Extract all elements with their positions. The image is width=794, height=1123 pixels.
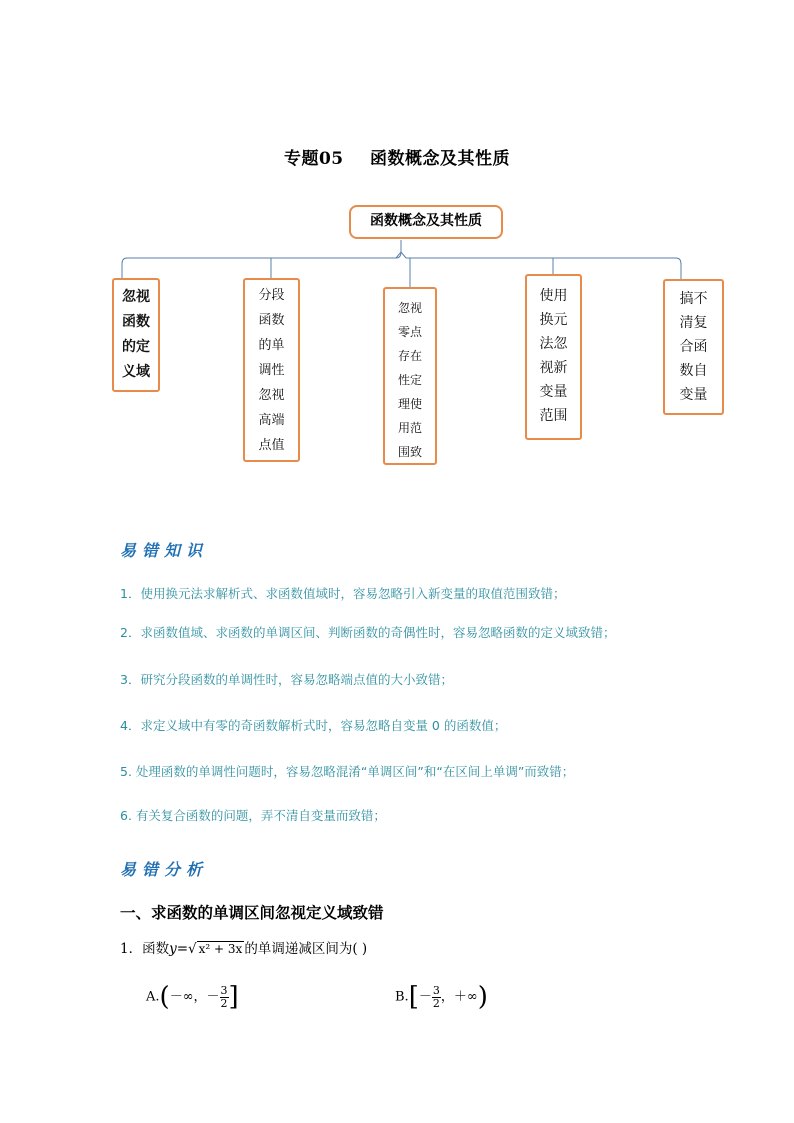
knowledge-item: 2．求函数值域、求函数的单调区间、判断函数的奇偶性时，容易忽略函数的定义域致错； [120, 625, 616, 640]
section-heading-knowledge: 易错知识 [120, 541, 209, 560]
question-eq: = [176, 941, 189, 957]
knowledge-item: 4．求定义域中有零的奇函数解析式时，容易忽略自变量 0 的函数值； [120, 718, 507, 733]
fraction-denominator: 2 [432, 996, 440, 1010]
knowledge-item: 1．使用换元法求解析式、求函数值域时，容易忽略引入新变量的取值范围致错； [120, 586, 566, 601]
analysis-subheading: 一、求函数的单调区间忽视定义域致错 [120, 903, 384, 922]
mindmap-node-label: 忽视 零点 存在 性定 理使 用范 围致 [397, 301, 422, 459]
mindmap-node-label: 搞不 清复 合函 数自 变量 [679, 291, 708, 403]
option-a-fraction [220, 985, 229, 1010]
mindmap-node-label: 使用 换元 法忽 视新 变量 范围 [539, 288, 568, 424]
mindmap-connector-lines [0, 0, 794, 300]
mindmap-node-3 [383, 287, 437, 465]
connector-line [122, 240, 401, 278]
option-b-lower: － [418, 989, 432, 1005]
option-b-label: B. [395, 989, 409, 1005]
question-1 [120, 937, 367, 957]
fraction-numerator: 3 [432, 983, 440, 997]
option-a-label: A. [146, 989, 160, 1005]
question-radicand: x² + 3x [198, 942, 243, 956]
mindmap-node-5 [663, 279, 724, 415]
section-heading-analysis: 易错分析 [120, 860, 209, 879]
knowledge-item: 3．研究分段函数的单调性时，容易忽略端点值的大小致错； [120, 672, 453, 687]
right-bracket-icon: ] [228, 982, 239, 1012]
mindmap-node-1 [112, 278, 160, 392]
question-func-var: y [169, 941, 177, 957]
sqrt-icon: √ [188, 941, 197, 957]
option-b-fraction [432, 985, 441, 1010]
option-a-lower: －∞，－ [169, 989, 220, 1005]
option-a [146, 982, 239, 1012]
mindmap-node-label: 忽视 函数 的定 义域 [122, 289, 150, 380]
mindmap-root: 函数概念及其性质 [349, 205, 503, 239]
option-b-upper: ，＋∞ [440, 989, 478, 1005]
fraction-denominator: 2 [220, 996, 228, 1010]
mindmap-node-2 [243, 278, 300, 462]
option-b [395, 982, 488, 1012]
mindmap-node-4 [525, 274, 582, 440]
left-paren-icon: ( [159, 982, 170, 1012]
right-paren-icon: ) [477, 982, 488, 1012]
knowledge-item: 6. 有关复合函数的问题，弄不清自变量而致错； [120, 808, 386, 823]
question-prefix: 1．函数 [120, 941, 170, 957]
question-suffix: 的单调递减区间为( ) [244, 941, 368, 957]
page-title: 专题05 函数概念及其性质 [283, 149, 511, 169]
left-bracket-icon: [ [408, 982, 419, 1012]
knowledge-item: 5. 处理函数的单调性问题时，容易忽略混淆“单调区间”和“在区间上单调”而致错； [120, 764, 575, 779]
mindmap-node-label: 分段 函数 的单 调性 忽视 高端 点值 [258, 288, 285, 453]
fraction-numerator: 3 [220, 983, 228, 997]
